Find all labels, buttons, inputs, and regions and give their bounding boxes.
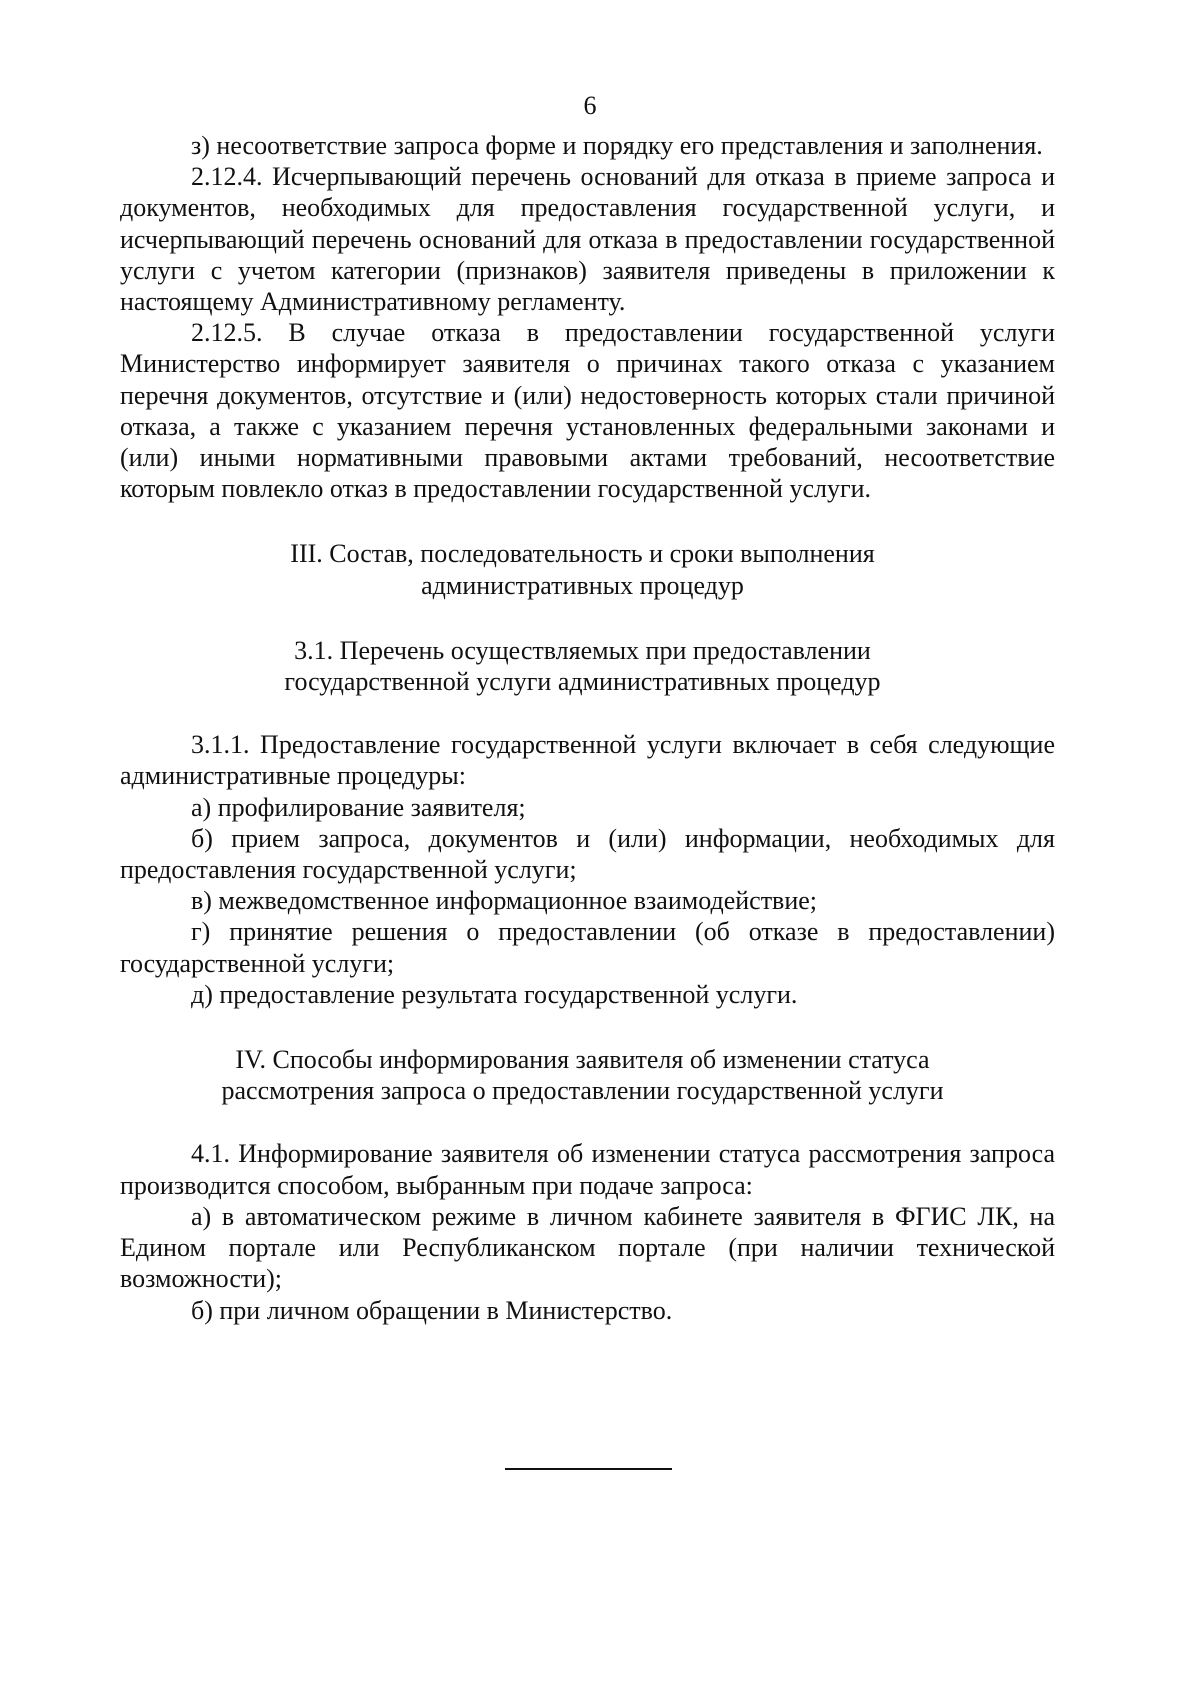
list-item-b: б) прием запроса, документов и (или) информации, необходимых для предоставления государственной услуги;: [120, 823, 1055, 885]
section-3-heading: [120, 538, 1055, 600]
paragraph-4-1: 4.1. Информирование заявителя об изменении статуса рассмотрения запроса производится способом, выбранным при подаче запроса:: [120, 1139, 1055, 1200]
page-number: 6: [583, 91, 597, 120]
paragraph-2-12-4: 2.12.4. Исчерпывающий перечень оснований для отказа в приеме запроса и документов, необходимых для предоставления государственной услуги, и исчерпывающий перечень оснований для отказа в предоставлении государственной услуги с учетом категории (признаков) заявителя приведены в приложении к настоящему Административному регламенту.: [120, 162, 1055, 317]
subsection-3-1-heading-line-2: государственной услуги административных процедур: [284, 667, 881, 697]
document-body: [120, 130, 1055, 1326]
section-4-heading-line-1: IV. Способы информирования заявителя об изменении статуса: [235, 1045, 930, 1075]
list-item-v: в) межведомственное информационное взаимодействие;: [191, 886, 818, 916]
list-item-4-a: а) в автоматическом режиме в личном кабинете заявителя в ФГИС ЛК, на Едином портале или Республиканском портале (при наличии технической возможности);: [120, 1201, 1055, 1294]
subsection-3-1-heading: [120, 635, 1055, 697]
list-item-d: д) предоставление результата государственной услуги.: [191, 979, 798, 1009]
list-item-g: г) принятие решения о предоставлении (об отказе в предоставлении) государственной услуги;: [120, 917, 1055, 978]
section-4-heading-line-2: рассмотрения запроса о предоставлении государственной услуги: [221, 1076, 944, 1106]
end-separator-line: [505, 1468, 672, 1470]
paragraph-3-1-1: 3.1.1. Предоставление государственной услуги включает в себя следующие административные процедуры:: [120, 730, 1055, 791]
list-item-4-b: б) при личном обращении в Министерство.: [191, 1295, 673, 1325]
section-3-heading-line-1: III. Состав, последовательность и сроки выполнения: [290, 539, 875, 569]
paragraph-2-12-5: 2.12.5. В случае отказа в предоставлении государственной услуги Министерство информирует заявителя о причинах такого отказа с указанием перечня документов, отсутствие и (или) недостоверность которых стали причиной отказа, а также с указанием перечня установленных федеральными законами и (или) иными нормативными правовыми актами требований, несоответствие которым повлекло отказ в предоставлении государственной услуги.: [120, 318, 1055, 504]
section-3-heading-line-2: административных процедур: [421, 570, 744, 600]
list-item-a: а) профилирование заявителя;: [191, 792, 526, 822]
paragraph-2-12-3-z: з) несоответствие запроса форме и порядку его представления и заполнения.: [191, 131, 1043, 160]
section-4-heading: [120, 1044, 1055, 1106]
subsection-3-1-heading-line-1: 3.1. Перечень осуществляемых при предоставлении: [294, 635, 871, 665]
